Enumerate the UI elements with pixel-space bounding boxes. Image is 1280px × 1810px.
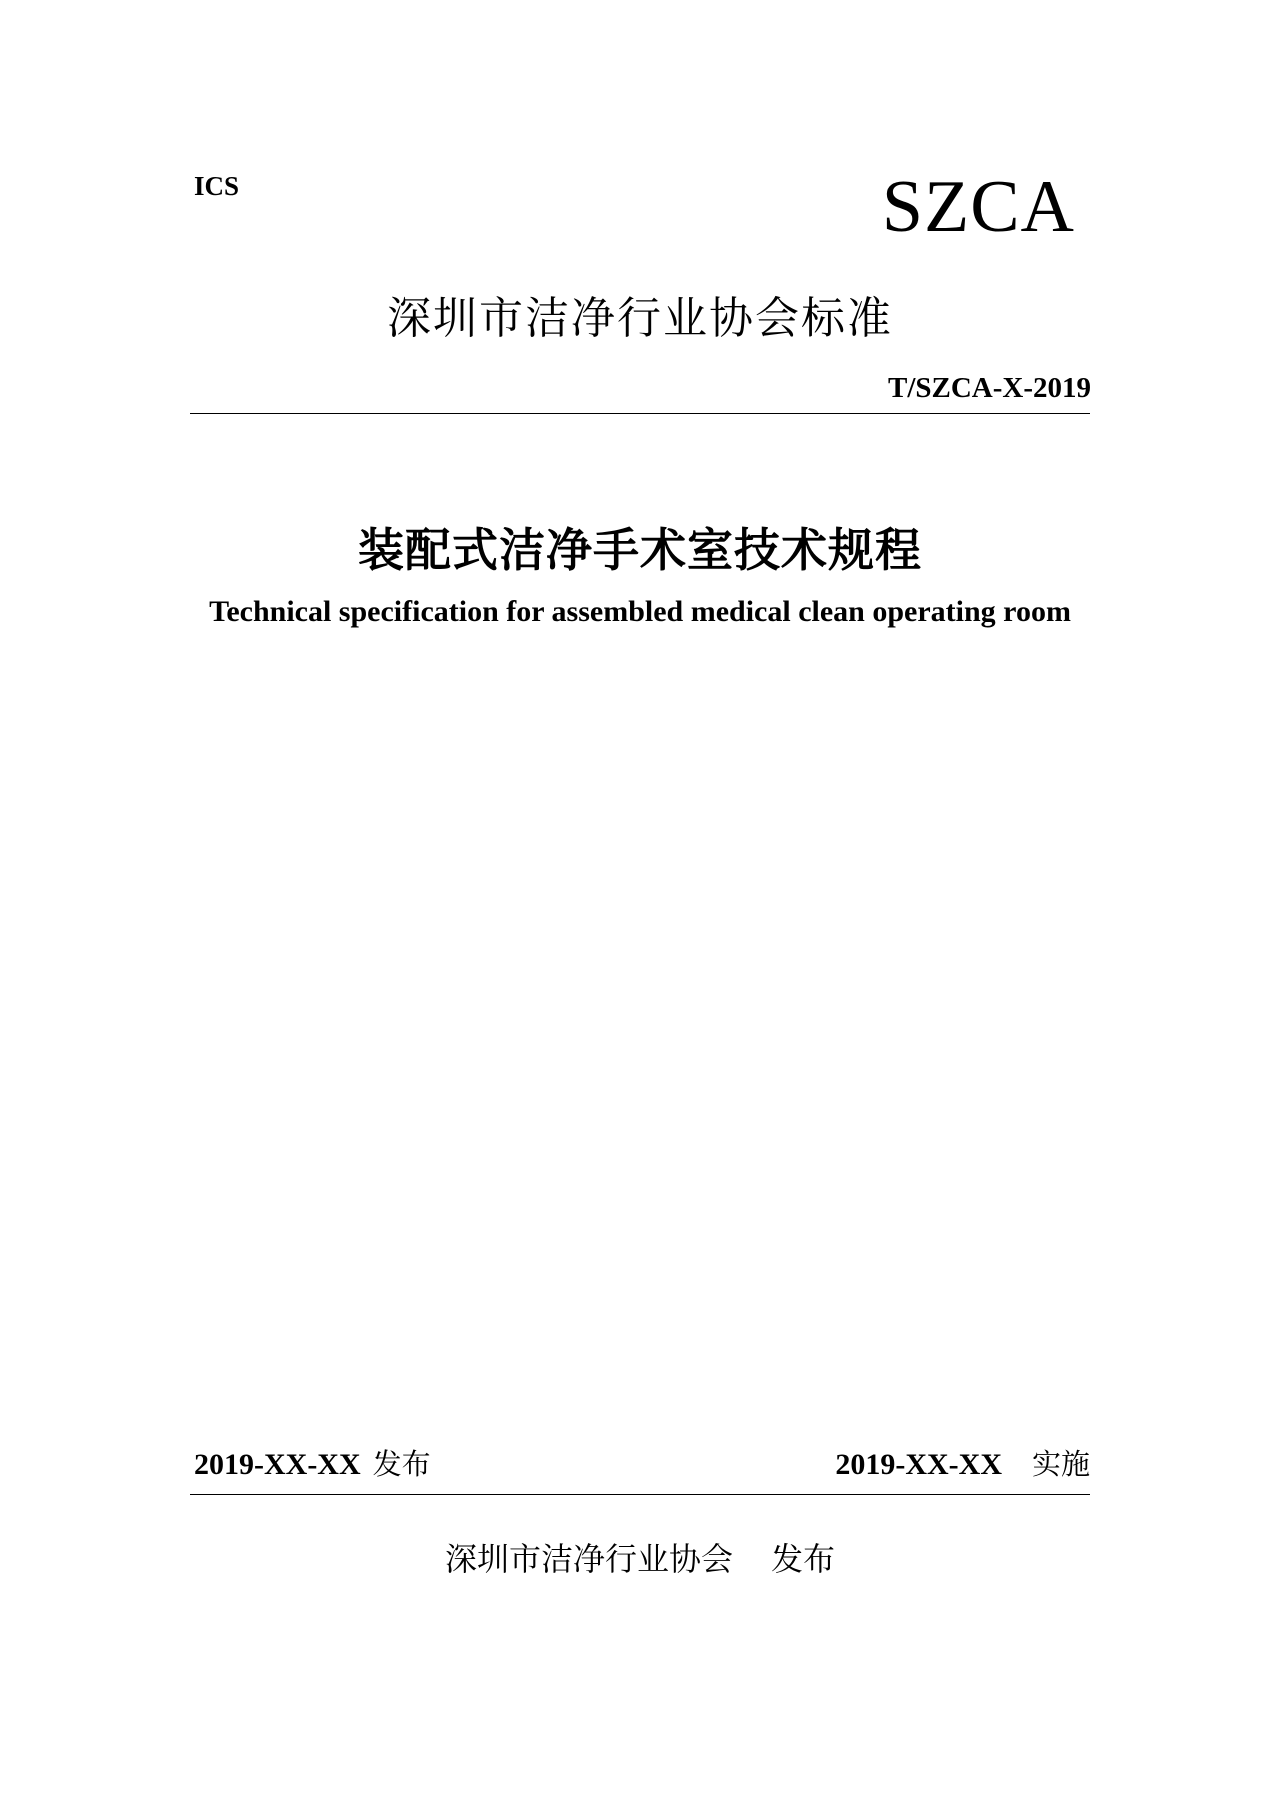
top-divider: [190, 413, 1090, 414]
publisher-name: 深圳市洁净行业协会: [444, 1540, 733, 1578]
bottom-divider: [190, 1494, 1090, 1495]
publish-label: 发布: [771, 1540, 836, 1578]
standard-category-title: 深圳市洁净行业协会标准: [387, 293, 893, 344]
release-date: 2019-XX-XX: [194, 1448, 361, 1481]
publisher-line: [0, 1540, 1280, 1578]
release-label: 发布: [372, 1447, 431, 1481]
document-title-cn: 装配式洁净手术室技术规程: [358, 523, 922, 577]
standard-number: T/SZCA-X-2019: [887, 372, 1091, 404]
brand-code: SZCA: [881, 166, 1075, 248]
document-title-en: Technical specification for assembled medical clean operating room: [209, 595, 1071, 628]
effective-date-block: [835, 1447, 1090, 1481]
effective-date: 2019-XX-XX: [835, 1448, 1002, 1481]
effective-label: 实施: [1031, 1447, 1090, 1481]
release-date-block: [194, 1447, 431, 1481]
ics-label: ICS: [194, 171, 240, 201]
